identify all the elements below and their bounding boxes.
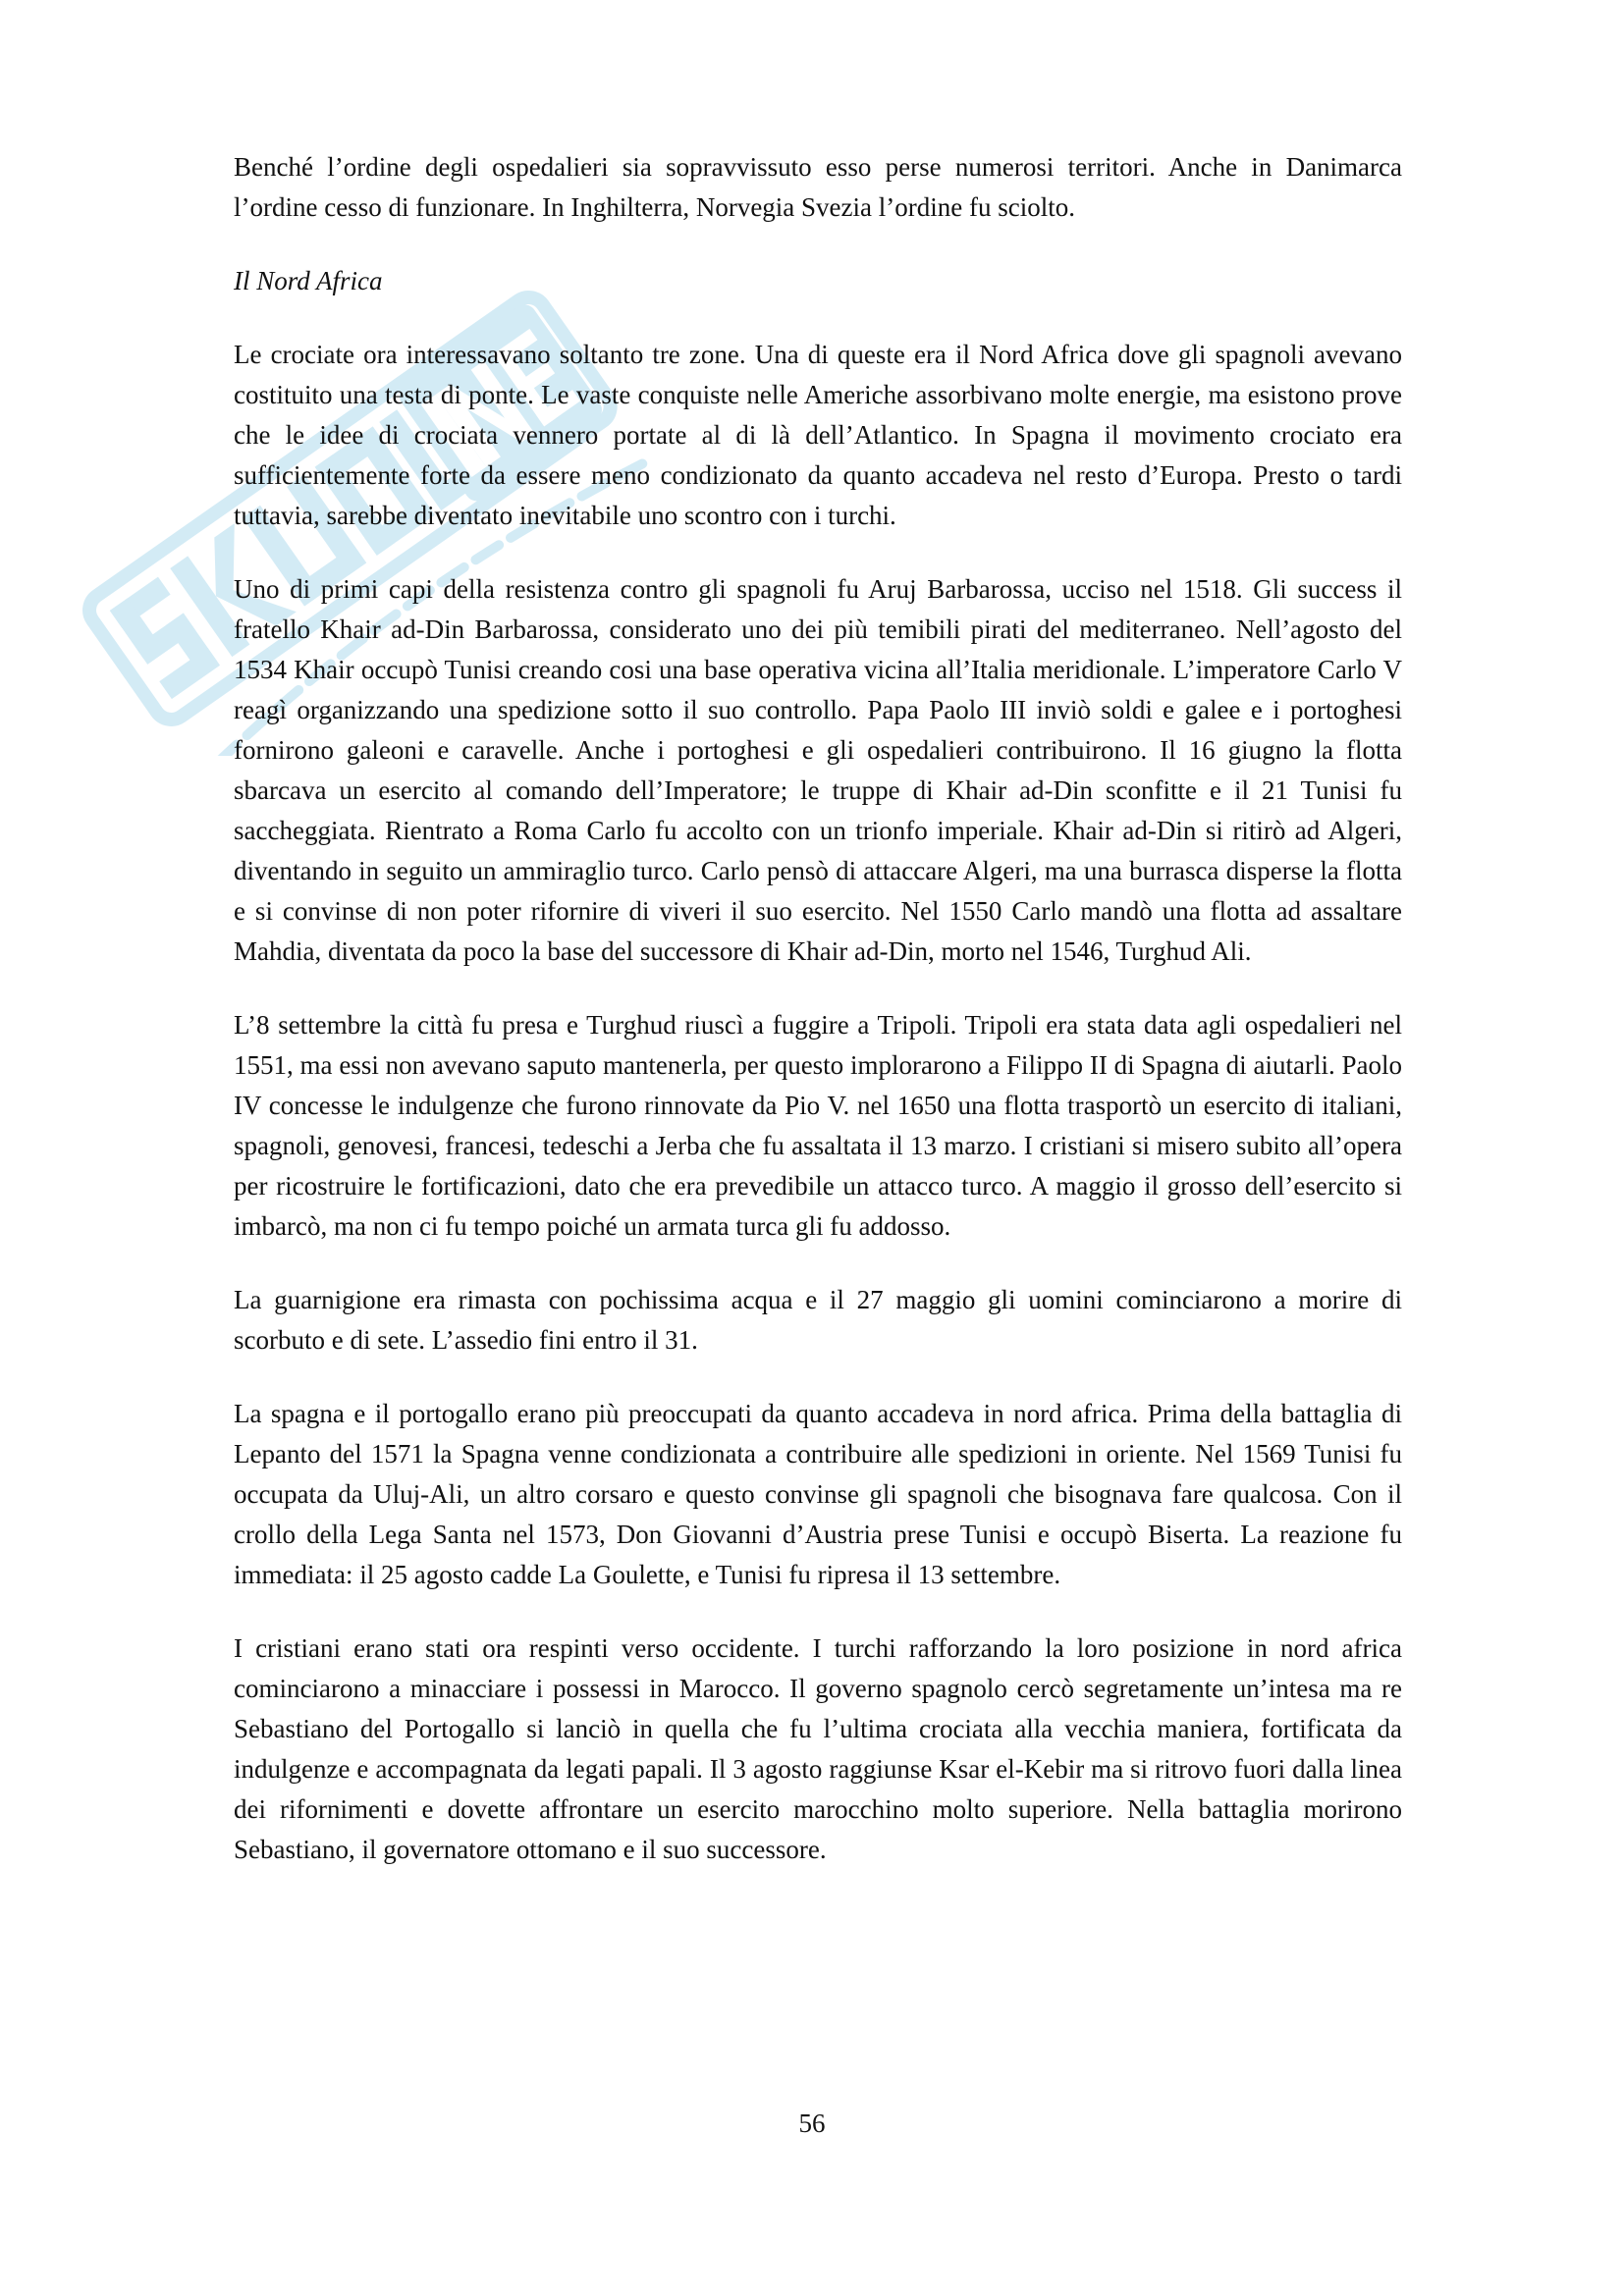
paragraph: L’8 settembre la città fu presa e Turghud riuscì a fuggire a Tripoli. Tripoli era stata data agli ospedalieri nel 1551, ma essi non avevano saputo mantenerla, per questo implorarono a Filippo II di Spagna di aiutarli. Paolo IV concesse le indulgenze che furono rinnovate da Pio V. nel 1650 una flotta trasportò un esercito di italiani, spagnoli, genovesi, francesi, tedeschi a Jerba che fu assaltata il 13 marzo. I cristiani si misero subito all’opera per ricostruire le fortificazioni, dato che era prevedibile un attacco turco. A maggio il grosso dell’esercito si imbarcò, ma non ci fu tempo poiché un armata turca gli fu addosso. (234, 1010, 1402, 1241)
paragraph: La spagna e il portogallo erano più preoccupati da quanto accadeva in nord africa. Prima della battaglia di Lepanto del 1571 la Spagna venne condizionata a contribuire alle spedizioni in oriente. Nel 1569 Tunisi fu occupata da Uluj-Ali, un altro corsaro e questo convinse gli spagnoli che bisognava fare qualcosa. Con il crollo della Lega Santa nel 1573, Don Giovanni d’Austria prese Tunisi e occupò Biserta. La reazione fu immediata: il 25 agosto cadde La Goulette, e Tunisi fu ripresa il 13 settembre. (234, 1399, 1402, 1589)
paragraph-intro: Benché l’ordine degli ospedalieri sia sopravvissuto esso perse numerosi territori. Anche in Danimarca l’ordine cesso di funzionare. In Inghilterra, Norvegia Svezia l’ordine fu sciolto. (234, 152, 1402, 222)
document-body (234, 147, 1402, 1903)
paragraph: I cristiani erano stati ora respinti verso occidente. I turchi rafforzando la loro posizione in nord africa cominciarono a minacciare i possessi in Marocco. Il governo spagnolo cercò segretamente un’intesa ma re Sebastiano del Portogallo si lanciò in quella che fu l’ultima crociata alla vecchia maniera, fortificata da indulgenze e accompagnata da legati papali. Il 3 agosto raggiunse Ksar el-Kebir ma si ritrovo fuori dalla linea dei rifornimenti e dovette affrontare un esercito marocchino molto superiore. Nella battaglia morirono Sebastiano, il governatore ottomano e il suo successore. (234, 1633, 1402, 1864)
page-number: 56 (798, 2109, 826, 2138)
section-heading: Il Nord Africa (234, 266, 383, 295)
paragraph: Uno di primi capi della resistenza contro gli spagnoli fu Aruj Barbarossa, ucciso nel 1518. Gli success il fratello Khair ad-Din Barbarossa, considerato uno dei più temibili pirati del mediterraneo. Nell’agosto del 1534 Khair occupò Tunisi creando cosi una base operativa vicina all’Italia meridionale. L’imperatore Carlo V reagì organizzando una spedizione sotto il suo controllo. Papa Paolo III inviò soldi e galee e i portoghesi fornirono galeoni e caravelle. Anche i portoghesi e gli ospedalieri contribuirono. Il 16 giugno la flotta sbarcava un esercito al comando dell’Imperatore; le truppe di Khair ad-Din sconfitte e il 21 Tunisi fu saccheggiata. Rientrato a Roma Carlo fu accolto con un trionfo imperiale. Khair ad-Din si ritirò ad Algeri, diventando in seguito un ammiraglio turco. Carlo pensò di attaccare Algeri, ma una burrasca disperse la flotta e si convinse di non poter rifornire di viveri il suo esercito. Nel 1550 Carlo mandò una flotta ad assaltare Mahdia, diventata da poco la base del successore di Khair ad-Din, morto nel 1546, Turghud Ali. (234, 574, 1402, 966)
paragraph: Le crociate ora interessavano soltanto tre zone. Una di queste era il Nord Africa dove gli spagnoli avevano costituito una testa di ponte. Le vaste conquiste nelle Americhe assorbivano molte energie, ma esistono prove che le idee di crociata vennero portate al di là dell’Atlantico. In Spagna il movimento crociato era sufficientemente forte da essere meno condizionato da quanto accadeva nel resto d’Europa. Presto o tardi tuttavia, sarebbe diventato inevitabile uno scontro con i turchi. (234, 340, 1402, 530)
paragraph: La guarnigione era rimasta con pochissima acqua e il 27 maggio gli uomini cominciarono a morire di scorbuto e di sete. L’assedio fini entro il 31. (234, 1285, 1402, 1355)
